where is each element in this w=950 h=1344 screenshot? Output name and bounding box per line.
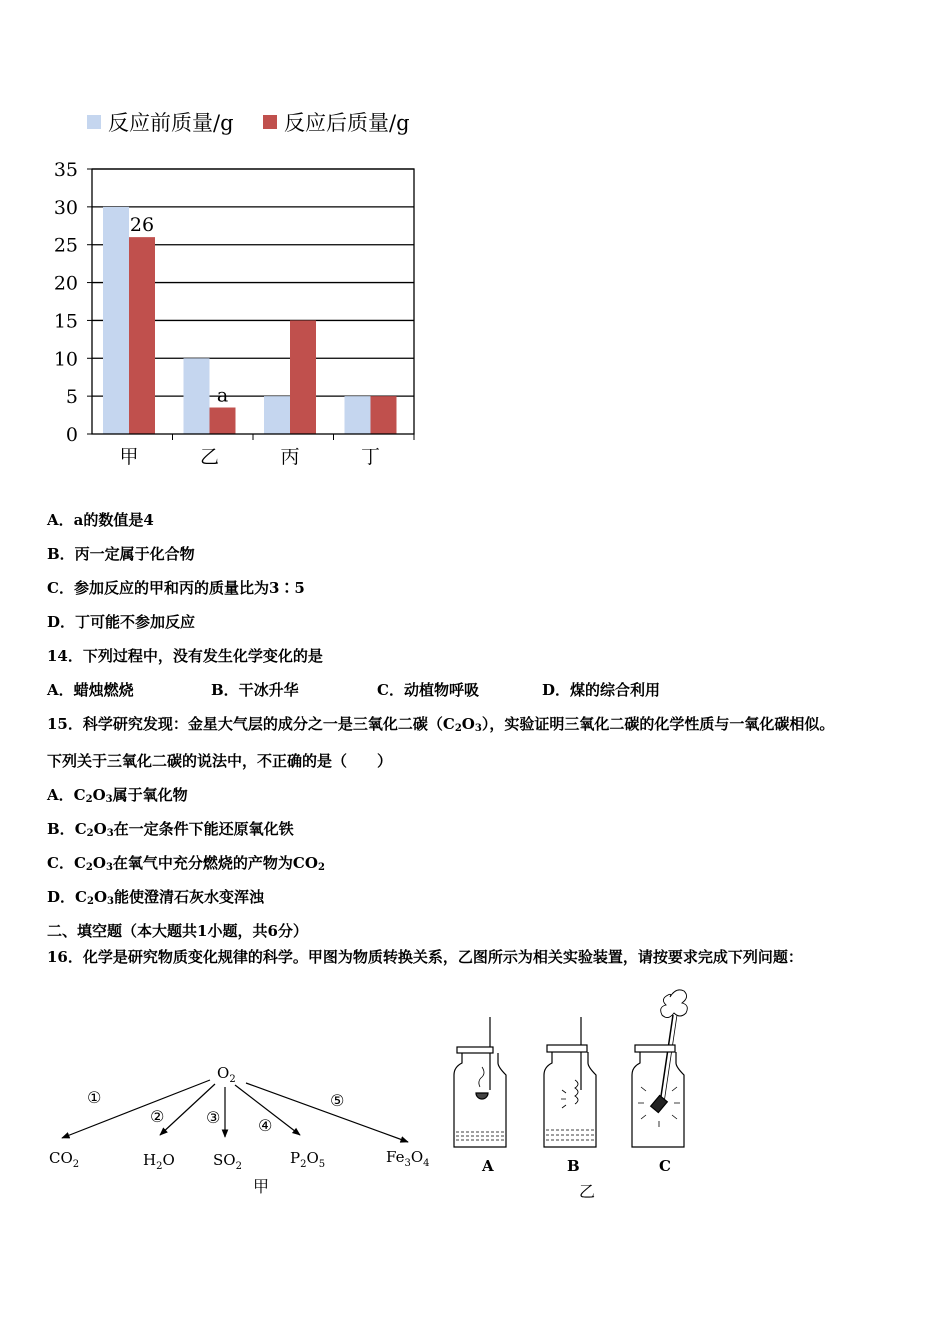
q15-option-c: C．$C_2O_3$在氧气中充分燃烧的产物为$CO_2$ [47,854,325,873]
q15-stem-line1: 15．科学研究发现：金星大气层的成分之一是三氧化二碳$(C_2O_3)$，实验证明三氧化二碳的化学性质与一氧化碳相似。 [47,715,835,734]
q13-option-b: B．丙一定属于化合物 [47,545,195,563]
q15-option-b: B．$C_2O_3$在一定条件下能还原氧化铁 [47,820,294,839]
x-tick-label: 甲 [119,446,139,468]
legend-label-after: 反应后质量/g [284,111,410,135]
bar-乙-series-1 [210,408,236,435]
data-label: 26 [129,214,155,237]
diagram-jia [40,1055,440,1205]
bottle-c [632,990,687,1147]
bar-丁-series-0 [345,396,371,434]
q14-option-d: D．煤的综合利用 [542,681,661,699]
legend-label-before: 反应前质量/g [108,111,234,135]
y-tick-label: 25 [53,234,78,257]
diagram-yi [440,975,710,1205]
y-tick-label: 35 [53,159,78,181]
y-tick-label: 20 [53,272,78,295]
x-tick-label: 丙 [280,446,300,468]
diagram-jia-caption: 甲 [253,1177,270,1196]
x-tick-label: 乙 [199,446,220,468]
o2-label: $O_2$ [217,1064,236,1085]
q14-option-b: B．干冰升华 [211,681,299,699]
bottle-label-a: A [482,1157,494,1175]
y-tick-label: 10 [53,348,78,371]
data-label: a [216,384,229,407]
arrow-label-2: ② [150,1107,165,1126]
q15-option-d: D．$C_2O_3$能使澄清石灰水变浑浊 [47,888,264,907]
q14-stem: 14．下列过程中，没有发生化学变化的是 [47,647,323,665]
arrow-label-5: ⑤ [330,1091,345,1110]
x-tick-label: 丁 [360,446,381,468]
bottle-a [454,1017,506,1147]
bar-甲-series-0 [103,207,129,434]
legend-swatch-before [87,115,101,129]
q16-stem: 16．化学是研究物质变化规律的科学。甲图为物质转换关系，乙图所示为相关实验装置，请按要求完成下列问题： [47,948,803,966]
q15-stem-line2: 下列关于三氧化二碳的说法中，不正确的是（ ） [47,752,393,770]
bar-乙-series-0 [184,358,210,434]
q14-option-a: A．蜡烛燃烧 [47,681,134,699]
legend-swatch-after [263,115,277,129]
q13-option-d: D．丁可能不参加反应 [47,613,196,631]
product-so2: $SO_2$ [213,1151,242,1172]
product-h2o: $H_2O$ [143,1151,175,1172]
y-tick-label: 0 [65,424,78,446]
bar-chart [40,100,440,485]
arrow-label-3: ③ [206,1108,221,1127]
section-heading: 二、填空题（本大题共1小题，共6分） [47,922,308,940]
bar-丁-series-1 [371,396,397,434]
bar-丙-series-1 [290,320,316,434]
bottle-label-b: B [567,1157,580,1175]
bottle-b [544,1017,596,1147]
product-co2: $CO_2$ [49,1149,80,1170]
bar-丙-series-0 [264,396,290,434]
diagram-yi-caption: 乙 [579,1182,596,1201]
q15-option-a: A．$C_2O_3$属于氧化物 [47,786,188,805]
y-tick-label: 30 [53,196,78,219]
product-p2o5: $P_2O_5$ [290,1149,326,1170]
arrow-label-4: ④ [258,1116,273,1135]
bar-甲-series-1 [129,237,155,434]
bottle-label-c: C [659,1157,671,1175]
y-tick-label: 15 [53,310,78,333]
y-tick-label: 5 [65,386,78,409]
plot-area [54,159,414,468]
product-fe3o4: $Fe_3O_4$ [386,1148,430,1169]
q13-option-a: A．a的数值是4 [47,511,154,529]
q13-option-c: C．参加反应的甲和丙的质量比为3∶5 [47,579,305,597]
arrow-label-1: ① [87,1088,102,1107]
q14-option-c: C．动植物呼吸 [377,681,479,699]
